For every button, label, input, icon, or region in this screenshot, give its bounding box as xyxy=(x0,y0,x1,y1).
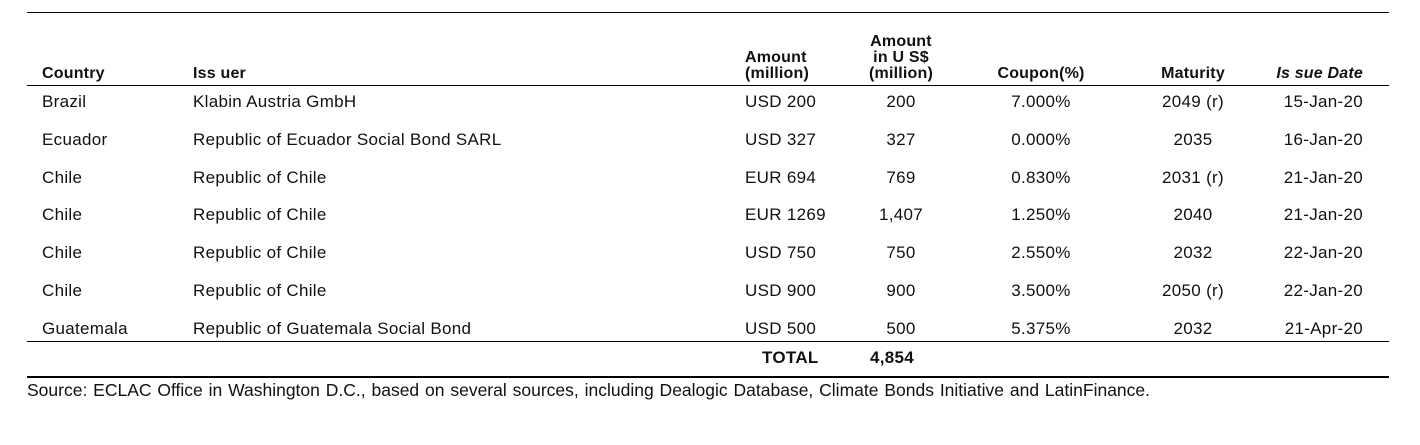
cell-issuer: Republic of Ecuador Social Bond SARL xyxy=(193,129,502,149)
cell-maturity: 2040 xyxy=(1173,205,1213,225)
cell-issuer: Republic of Chile xyxy=(193,167,327,187)
cell-maturity: 2049 (r) xyxy=(1162,92,1224,111)
cell-issue-date: 22-Jan-20 xyxy=(1283,281,1363,300)
total-label: TOTAL xyxy=(762,348,819,367)
cell-amount-usd: 1,407 xyxy=(878,205,924,225)
cell-issuer: Republic of Chile xyxy=(193,281,327,300)
source-rule xyxy=(27,376,1389,378)
header-amount-line: Amount xyxy=(745,49,807,66)
header-maturity xyxy=(1161,66,1225,82)
header-issue-date-line: Is sue Date xyxy=(1276,65,1363,82)
cell-amount-usd: 900 xyxy=(886,281,916,300)
cell-coupon: 0.000% xyxy=(1011,129,1071,149)
cell-country: Brazil xyxy=(42,92,87,111)
cell-country: Chile xyxy=(42,281,83,300)
cell-issuer: Republic of Chile xyxy=(193,243,327,263)
cell-amount-usd: 769 xyxy=(886,167,916,187)
cell-country: Guatemala xyxy=(42,318,128,338)
cell-issuer: Republic of Guatemala Social Bond xyxy=(193,318,472,338)
header-maturity-line: Maturity xyxy=(1161,65,1225,82)
cell-issue-date: 21-Jan-20 xyxy=(1283,167,1363,187)
cell-issue-date: 16-Jan-20 xyxy=(1283,129,1363,149)
cell-maturity: 2031 (r) xyxy=(1162,167,1224,187)
cell-coupon: 5.375% xyxy=(1011,318,1071,338)
cell-amount: USD 500 xyxy=(745,318,817,338)
cell-amount: USD 327 xyxy=(745,129,817,149)
cell-coupon: 2.550% xyxy=(1011,243,1071,263)
cell-coupon: 0.830% xyxy=(1011,167,1071,187)
header-rule xyxy=(27,85,1389,86)
cell-amount-usd: 327 xyxy=(886,129,916,149)
cell-amount: USD 200 xyxy=(745,92,817,111)
cell-issue-date: 15-Jan-20 xyxy=(1283,92,1363,111)
top-rule xyxy=(27,12,1389,13)
cell-issuer: Klabin Austria GmbH xyxy=(193,92,357,111)
cell-country: Chile xyxy=(42,167,83,187)
cell-maturity: 2050 (r) xyxy=(1162,281,1224,300)
cell-issue-date: 22-Jan-20 xyxy=(1283,243,1363,263)
cell-country: Chile xyxy=(42,243,83,263)
cell-amount: EUR 694 xyxy=(745,167,817,187)
cell-country: Chile xyxy=(42,205,83,225)
cell-amount: USD 900 xyxy=(745,281,817,300)
body-bottom-rule xyxy=(27,341,1389,342)
cell-amount-usd: 750 xyxy=(886,243,916,263)
header-amount-usd-line: Amount xyxy=(870,33,932,50)
cell-maturity: 2035 xyxy=(1173,129,1213,149)
cell-amount: USD 750 xyxy=(745,243,817,263)
header-issuer xyxy=(193,66,246,82)
header-coupon-line: Coupon(%) xyxy=(997,65,1085,82)
cell-issue-date: 21-Jan-20 xyxy=(1283,205,1363,225)
header-issuer-line: Iss uer xyxy=(193,65,246,82)
cell-coupon: 1.250% xyxy=(1011,205,1071,225)
source-note: Source: ECLAC Office in Washington D.C., based on several sources, including Dealogic Database, Climate Bonds Initiative and LatinFinance. xyxy=(27,380,1151,400)
cell-maturity: 2032 xyxy=(1173,243,1213,263)
cell-maturity: 2032 xyxy=(1173,318,1213,338)
cell-coupon: 7.000% xyxy=(1011,92,1071,111)
header-country-line: Country xyxy=(42,65,105,82)
header-amount-usd-line: in U S$ xyxy=(873,49,929,66)
cell-issue-date: 21-Apr-20 xyxy=(1284,318,1363,338)
cell-country: Ecuador xyxy=(42,129,108,149)
header-amount-line: (million) xyxy=(745,65,810,82)
header-coupon xyxy=(997,66,1084,82)
cell-issuer: Republic of Chile xyxy=(193,205,327,225)
cell-amount: EUR 1269 xyxy=(745,205,826,225)
header-amount xyxy=(745,50,809,82)
header-amount-usd-line: (million) xyxy=(868,65,934,82)
header-amount-usd xyxy=(869,34,933,82)
cell-amount-usd: 500 xyxy=(886,318,916,338)
header-country xyxy=(42,66,105,82)
cell-coupon: 3.500% xyxy=(1011,281,1071,300)
total-value: 4,854 xyxy=(870,348,915,367)
cell-amount-usd: 200 xyxy=(886,92,916,111)
header-issue-date xyxy=(1276,66,1363,82)
